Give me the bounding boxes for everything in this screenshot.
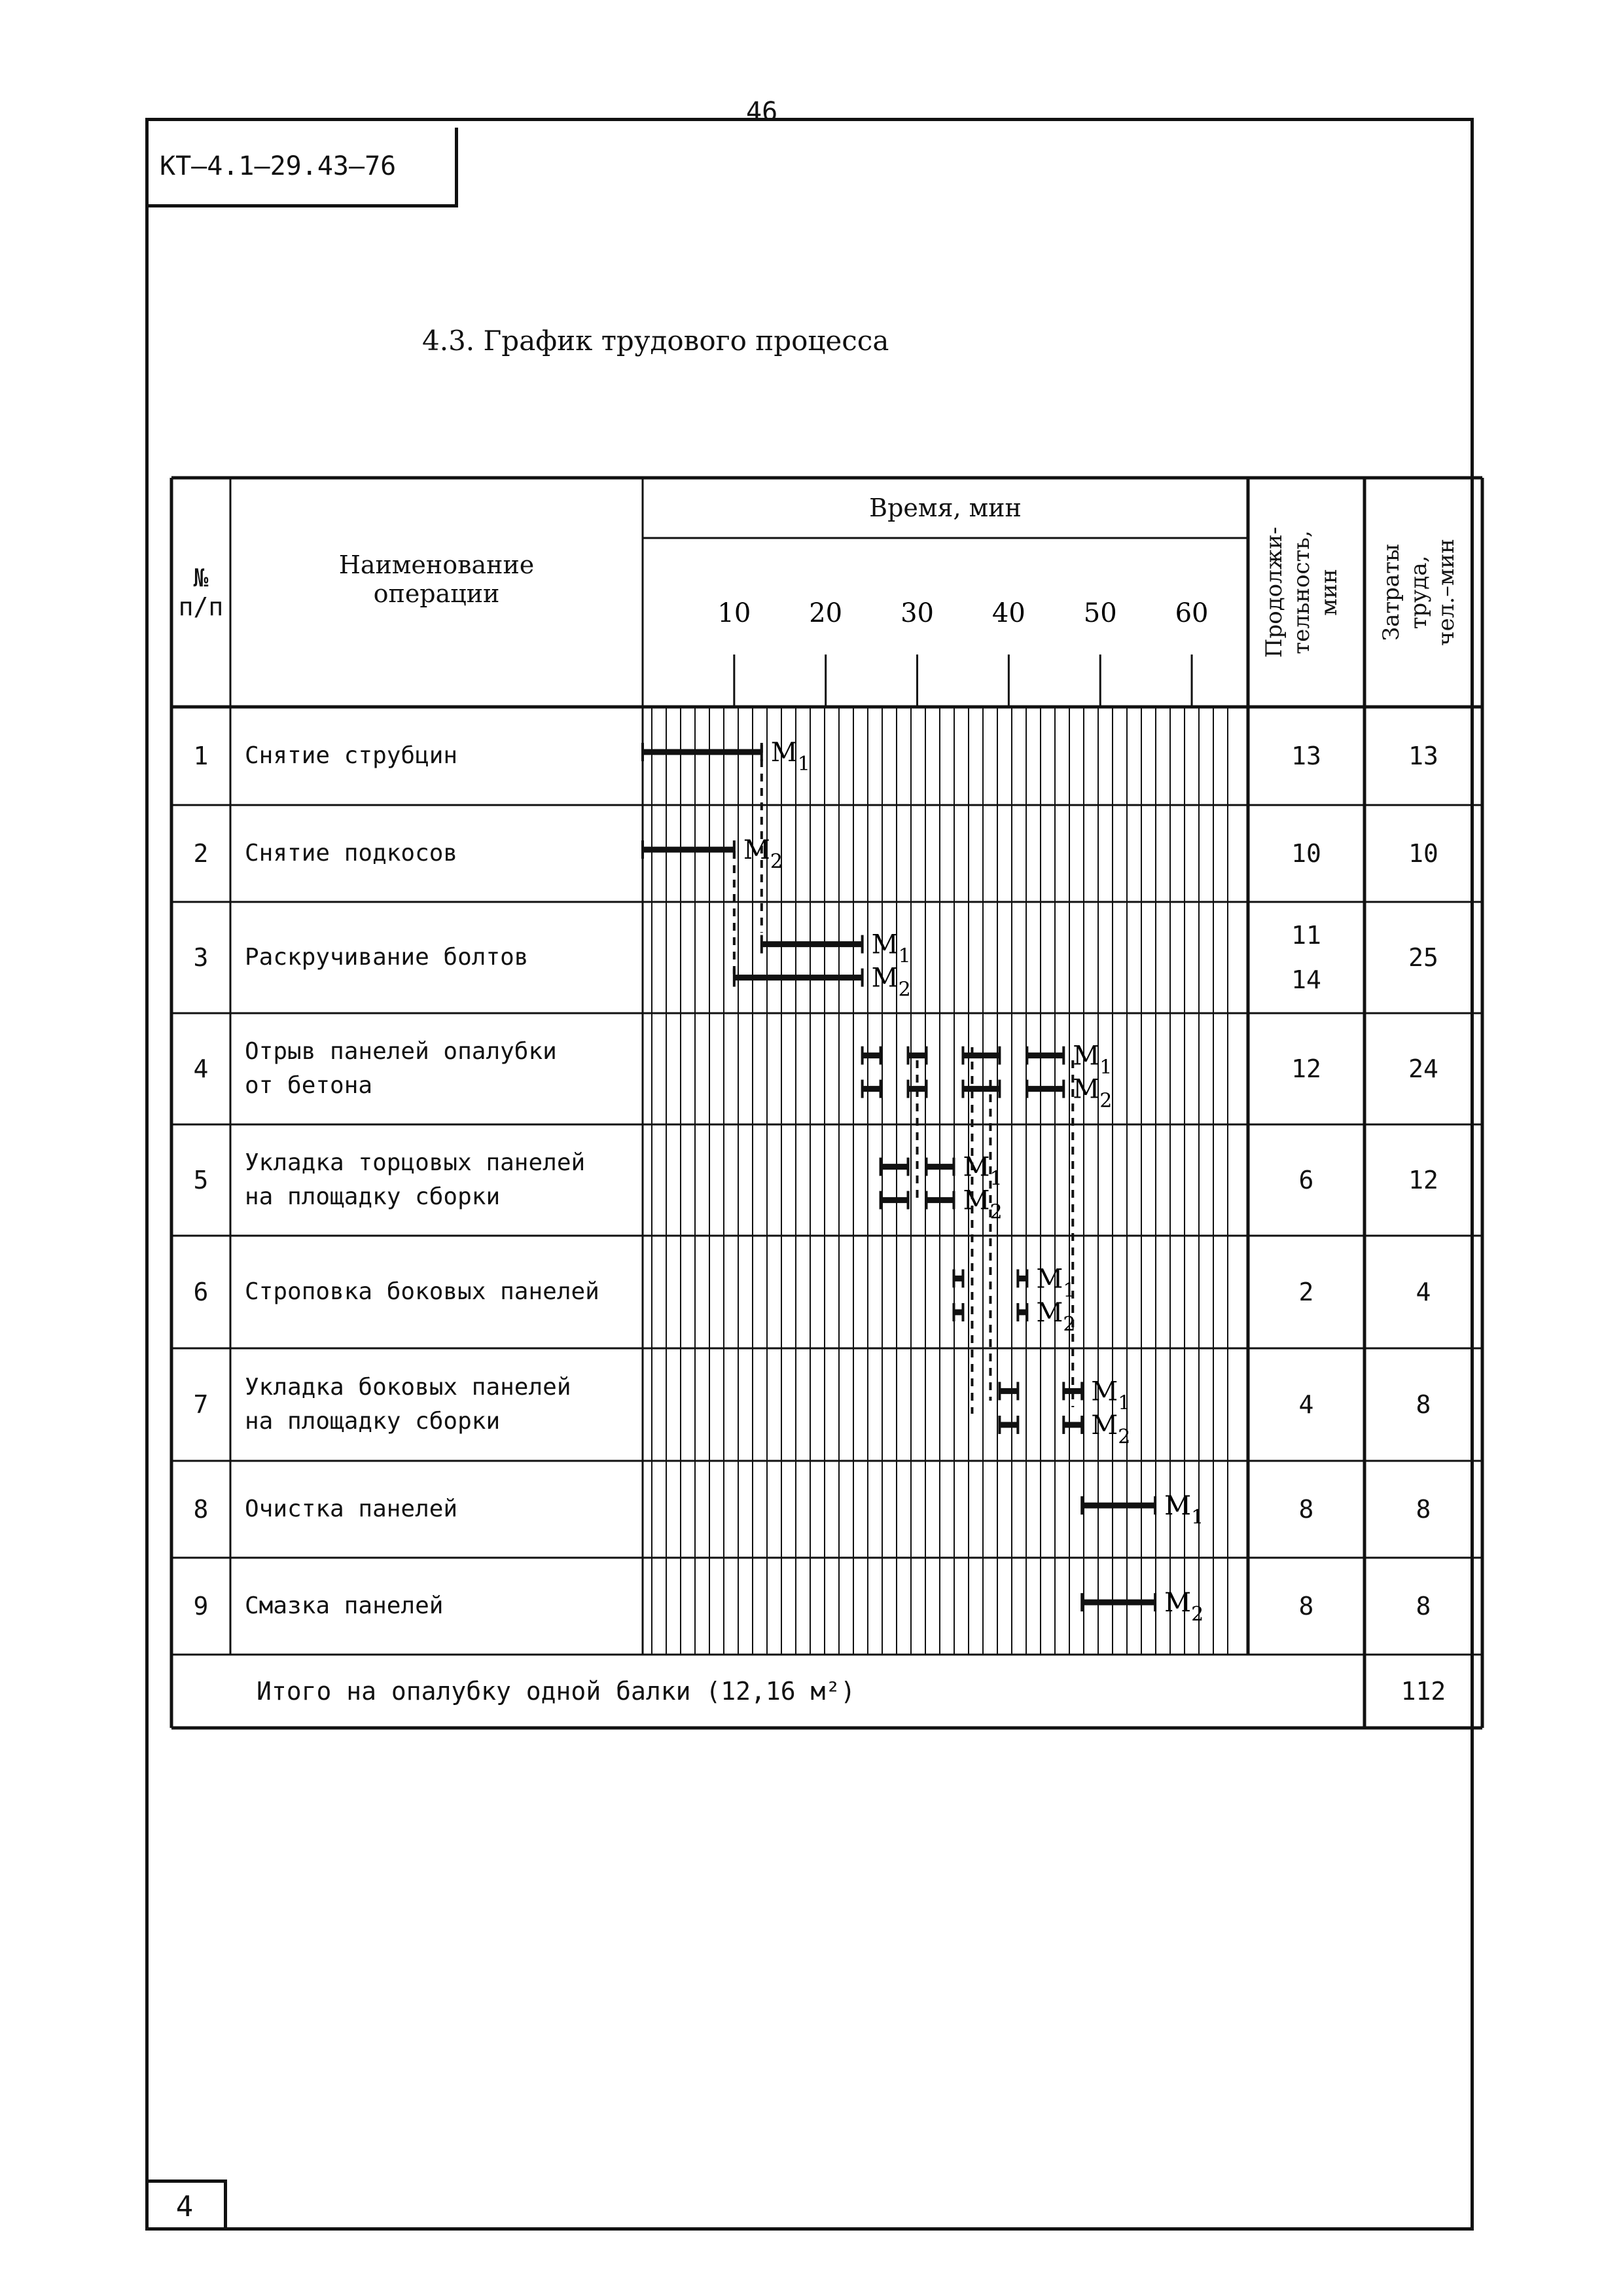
labor-value: 4 [1416,1278,1431,1306]
time-tick-label: 50 [1083,598,1117,628]
worker-label: $М_1$ [1164,1491,1204,1530]
duration-value: 6 [1298,1166,1314,1194]
document-code: КТ–4.1–29.43–76 [145,128,458,207]
worker-label: $М_1$ [1036,1264,1076,1302]
sheet-number: 4 [145,2179,227,2231]
worker-label: $М_2$ [963,1185,1003,1224]
worker-label: $М_2$ [871,963,911,1001]
worker-label: $М_1$ [963,1152,1003,1191]
operation-name: Смазка панелей [245,1592,444,1619]
row-number: 4 [193,1054,209,1083]
duration-value: 8 [1298,1495,1314,1524]
header-time: Время, мин [869,493,1022,522]
labor-value: 8 [1416,1495,1431,1524]
header-operation: Наименование операции [338,550,535,608]
row-number: 6 [193,1278,209,1306]
labor-value: 8 [1416,1592,1431,1621]
operation-name: Отрыв панелей опалубки от бетона [245,1038,557,1099]
time-tick-label: 60 [1175,598,1209,628]
labor-value: 25 [1408,943,1438,972]
time-tick-label: 10 [717,598,751,628]
row-number: 5 [193,1166,209,1194]
operation-name: Очистка панелей [245,1496,458,1522]
worker-label: $М_1$ [871,929,911,968]
worker-label: $М_2$ [1091,1410,1131,1448]
worker-label: $М_1$ [770,738,810,776]
worker-label: $М_2$ [743,835,783,874]
time-tick-label: 30 [901,598,934,628]
row-number: 1 [193,742,209,770]
worker-label: $М_1$ [1091,1376,1131,1415]
duration-value: 4 [1298,1390,1314,1419]
row-number: 3 [193,943,209,972]
header-number: № п/п [178,564,224,621]
labor-value: 12 [1408,1166,1438,1194]
labor-value: 24 [1408,1054,1438,1083]
labor-value: 10 [1408,839,1438,868]
row-number: 9 [193,1592,209,1621]
worker-label: $М_2$ [1164,1588,1204,1626]
header-labor: Затраты труда, чел.–мин [1378,539,1459,646]
worker-label: $М_2$ [1036,1297,1076,1336]
total-label: Итого на опалубку одной балки (12,16 м²) [257,1677,856,1706]
labor-value: 8 [1416,1390,1431,1419]
operation-name: Строповка боковых панелей [245,1278,599,1305]
duration-value: 8 [1298,1592,1314,1621]
operation-name: Раскручивание болтов [245,944,529,971]
page-number: 46 [746,97,778,127]
worker-label: $М_1$ [1073,1041,1113,1079]
duration-value: 10 [1291,839,1321,868]
operation-name: Укладка торцовых панелей на площадку сборки [245,1149,586,1210]
section-title: 4.3. График трудового процесса [422,325,889,357]
duration-value: 11 14 [1291,921,1321,994]
duration-value: 2 [1298,1278,1314,1306]
row-number: 2 [193,839,209,868]
total-value: 112 [1400,1677,1446,1706]
labor-value: 13 [1408,742,1438,770]
row-number: 7 [193,1390,209,1419]
time-tick-label: 40 [991,598,1026,628]
operation-name: Снятие подкосов [245,840,458,867]
duration-value: 13 [1291,742,1321,770]
worker-label: $М_2$ [1073,1074,1113,1113]
row-number: 8 [193,1495,209,1524]
operation-name: Укладка боковых панелей на площадку сборки [245,1374,571,1435]
time-tick-label: 20 [809,598,843,628]
duration-value: 12 [1291,1054,1321,1083]
operation-name: Снятие струбцин [245,742,458,769]
header-duration: Продолжи- тельность, мин [1261,526,1342,658]
